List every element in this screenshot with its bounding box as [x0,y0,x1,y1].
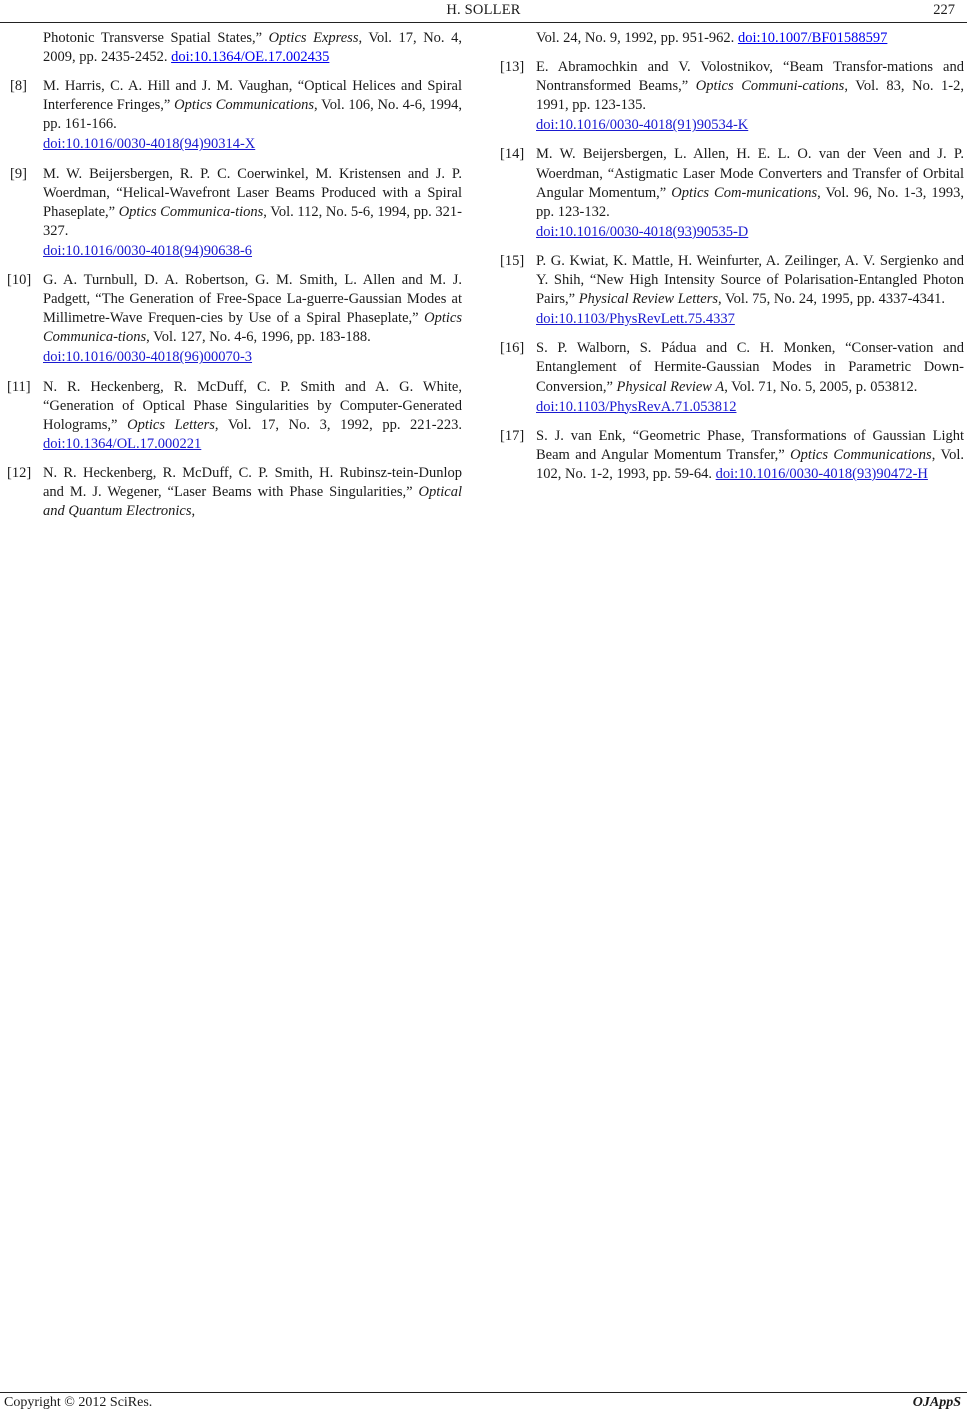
reference-text: Vol. 24, No. 9, 1992, pp. 951-962. [536,30,735,46]
doi-link[interactable]: doi:10.1103/PhysRevA.71.053812 [536,398,737,415]
reference-journal: Optics Communica-tions [43,310,462,346]
header-rule [0,22,967,23]
reference-journal: Physical Review Letters [578,291,719,308]
reference-journal: Optics Letters [127,416,215,433]
reference-column-left [7,29,463,531]
reference-continuation [503,29,964,48]
reference-text: S. P. Walborn, S. Pádua and C. H. Monken, “Conser-vation and Entanglement of Hermite-Gaussian Modes in Parametric Down-Conversion,” [536,340,964,395]
reference-text: P. G. Kwiat, K. Mattle, H. Weinfurter, A. Zeilinger, A. V. Sergienko and Y. Shih, “New High Intensity Source of Polarisation-Entangled Photon Pairs,” [536,252,964,308]
reference-text: Photonic Transverse Spatial States,” [43,30,269,46]
reference-number: [9] [10,165,27,182]
reference-journal: Optics Express [268,30,359,46]
reference-13 [500,58,964,135]
reference-number: [10] [7,272,32,289]
reference-journal: Optics Communi-cations [695,78,845,95]
footer-rule [0,1392,967,1393]
doi-link[interactable]: doi:10.1007/BF01588597 [737,30,888,46]
copyright-notice: Copyright © 2012 SciRes. [4,1395,153,1410]
reference-details: , [191,503,196,520]
doi-link[interactable]: doi:10.1364/OL.17.000221 [43,435,202,452]
reference-number: [8] [10,78,27,95]
doi-link[interactable]: doi:10.1016/0030-4018(93)90472-H [715,465,928,482]
reference-number: [15] [500,252,525,269]
reference-number: [12] [7,464,32,481]
reference-11 [7,378,463,454]
reference-details: , Vol. 102, No. 1-2, 1993, pp. 59-64. [536,446,965,482]
reference-journal: Physical Review A [616,378,725,395]
reference-details: , Vol. 71, No. 5, 2005, p. 053812. [724,378,918,395]
reference-12 [7,464,462,521]
reference-text: M. W. Beijersbergen, L. Allen, H. E. L. O. van der Veen and J. P. Woerdman, “Astigmatic Laser Mode Converters and Transfer of Orbital Angular Momentum,” [536,146,964,201]
reference-text: M. W. Beijersbergen, R. P. C. Coerwinkel, M. Kristensen and J. P. Woerdman, “Helical-Wavefront Laser Beams Produced with a Spiral Phaseplate,” [43,165,462,220]
reference-number: [11] [7,378,31,395]
reference-column-right [500,29,965,494]
page-header [0,0,967,24]
reference-9 [10,165,462,261]
reference-number: [13] [500,59,525,76]
running-head-author: H. SOLLER [446,2,521,18]
doi-link[interactable]: doi:10.1016/0030-4018(94)90638-6 [43,242,253,259]
reference-number: [14] [500,146,525,163]
reference-text: E. Abramochkin and V. Volostnikov, “Beam Transfor-mations and Nontransformed Beams,” [536,59,964,95]
reference-journal: Optics Com-munications [671,184,818,201]
reference-details: , Vol. 96, No. 1-3, 1993, pp. 123-132. [536,184,965,220]
reference-text: M. Harris, C. A. Hill and J. M. Vaughan, “Optical Helices and Spiral Interference Fringes,” [43,78,462,114]
reference-journal: Optical and Quantum Electronics [43,483,462,520]
reference-details: , Vol. 127, No. 4-6, 1996, pp. 183-188. [146,329,371,346]
reference-10 [7,271,462,367]
reference-text: N. R. Heckenberg, R. McDuff, C. P. Smith and A. G. White, “Generation of Optical Phase Singularities by Computer-Generated Holograms,” [43,378,462,433]
reference-14 [500,145,965,241]
reference-details: , Vol. 17, No. 3, 1992, pp. 221-223. [214,416,463,433]
reference-details: , Vol. 75, No. 24, 1995, pp. 4337-4341. [718,291,946,308]
reference-details: , Vol. 112, No. 5-6, 1994, pp. 321-327. [43,203,463,239]
doi-link[interactable]: doi:10.1016/0030-4018(93)90535-D [536,223,749,240]
reference-journal: Optics Communications [790,446,932,463]
reference-8 [10,77,462,154]
reference-number: [17] [500,427,525,444]
doi-link[interactable]: doi:10.1103/PhysRevLett.75.4337 [536,311,735,328]
reference-16 [500,339,964,416]
reference-15 [500,252,964,329]
reference-details: , Vol. 83, No. 1-2, 1991, pp. 123-135. [536,78,964,114]
doi-link[interactable]: doi:10.1364/OE.17.002435 [171,49,330,66]
reference-number: [16] [500,340,525,357]
doi-link[interactable]: doi:10.1016/0030-4018(94)90314-X [43,136,256,153]
reference-text: N. R. Heckenberg, R. McDuff, C. P. Smith, H. Rubinsz-tein-Dunlop and M. J. Wegener, “Laser Beams with Phase Singularities,” [43,464,462,500]
reference-journal: Optics Communica-tions [118,203,264,220]
reference-details: , Vol. 106, No. 4-6, 1994, pp. 161-166. [43,97,462,133]
reference-text: S. J. van Enk, “Geometric Phase, Transformations of Gaussian Light Beam and Angular Momentum Transfer,” [536,427,964,463]
journal-abbreviation: OJAppS [912,1395,961,1410]
reference-17 [500,427,965,484]
reference-text: G. A. Turnbull, D. A. Robertson, G. M. Smith, L. Allen and M. J. Padgett, “The Generation of Free-Space La-guerre-Gaussian Modes at Millimetre-Wave Frequen-cies by Use of a Spiral Phaseplate,” [43,272,462,327]
doi-link[interactable]: doi:10.1016/0030-4018(91)90534-K [536,117,749,134]
doi-link[interactable]: doi:10.1016/0030-4018(96)00070-3 [43,349,253,366]
reference-details: , Vol. 17, No. 4, 2009, pp. 2435-2452. [43,30,462,66]
reference-journal: Optics Communications [174,97,315,114]
reference-continuation [10,29,462,67]
page-number: 227 [933,2,955,18]
